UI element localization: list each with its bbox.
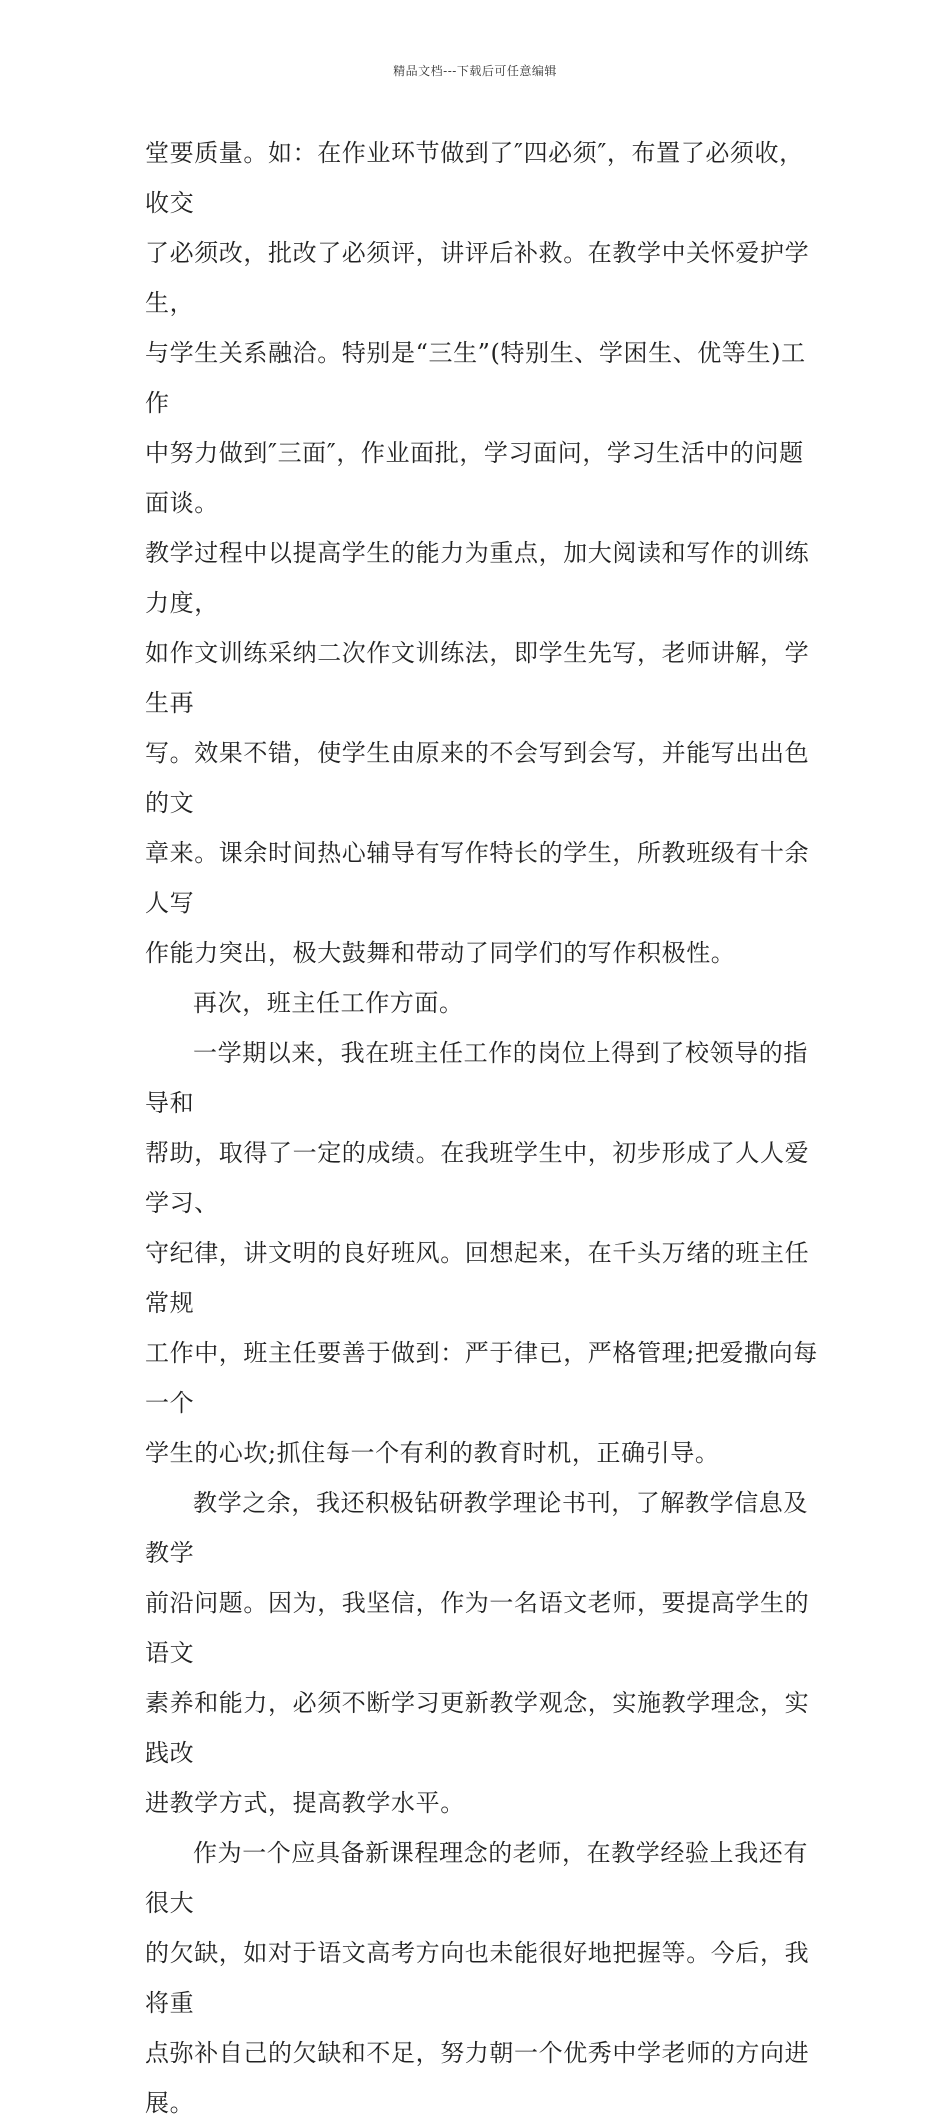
text-line: 作为一个应具备新课程理念的老师，在教学经验上我还有很大	[145, 1839, 808, 1917]
text-line: 与学生关系融洽。特别是“三生”(特别生、学困生、优等生)工作	[145, 339, 806, 417]
text-line: 工作中，班主任要善于做到：严于律已，严格管理;把爱撒向每一个	[145, 1339, 818, 1417]
text-line: 了必须改，批改了必须评，讲评后补救。在教学中关怀爱护学生，	[145, 239, 810, 317]
paragraph	[145, 128, 825, 978]
text-line: 教学过程中以提高学生的能力为重点，加大阅读和写作的训练力度，	[145, 539, 810, 617]
document-body	[145, 128, 825, 2128]
paragraph	[145, 1828, 825, 2128]
text-line: 素养和能力，必须不断学习更新教学观念，实施教学理念，实践改	[145, 1689, 810, 1767]
paragraph	[145, 978, 825, 1028]
page-header: 精品文档---下载后可任意编辑	[393, 64, 557, 78]
text-line: 点弥补自己的欠缺和不足，努力朝一个优秀中学老师的方向进展。	[145, 2039, 810, 2117]
text-line: 如作文训练采纳二次作文训练法，即学生先写，老师讲解，学生再	[145, 639, 810, 717]
text-line: 的欠缺，如对于语文高考方向也未能很好地把握等。今后，我将重	[145, 1939, 810, 2017]
text-line: 写。效果不错，使学生由原来的不会写到会写，并能写出出色的文	[145, 739, 810, 817]
text-line: 学生的心坎;抓住每一个有利的教育时机，正确引导。	[145, 1439, 720, 1467]
text-line: 一学期以来，我在班主任工作的岗位上得到了校领导的指导和	[145, 1039, 808, 1117]
text-line: 作能力突出，极大鼓舞和带动了同学们的写作积极性。	[145, 939, 736, 967]
text-line: 进教学方式，提高教学水平。	[145, 1789, 465, 1817]
text-line: 堂要质量。如：在作业环节做到了″四必须″，布置了必须收，收交	[145, 139, 804, 217]
text-line: 帮助，取得了一定的成绩。在我班学生中，初步形成了人人爱学习、	[145, 1139, 810, 1217]
text-line: 前沿问题。因为，我坚信，作为一名语文老师，要提高学生的语文	[145, 1589, 810, 1667]
text-line: 守纪律，讲文明的良好班风。回想起来，在千头万绪的班主任常规	[145, 1239, 810, 1317]
text-line: 教学之余，我还积极钻研教学理论书刊，了解教学信息及教学	[145, 1489, 808, 1567]
text-line: 中努力做到″三面″，作业面批，学习面问，学习生活中的问题面谈。	[145, 439, 804, 517]
text-line: 章来。课余时间热心辅导有写作特长的学生，所教班级有十余人写	[145, 839, 810, 917]
paragraph	[145, 1478, 825, 1828]
paragraph	[145, 1028, 825, 1478]
text-line: 再次，班主任工作方面。	[193, 989, 464, 1017]
